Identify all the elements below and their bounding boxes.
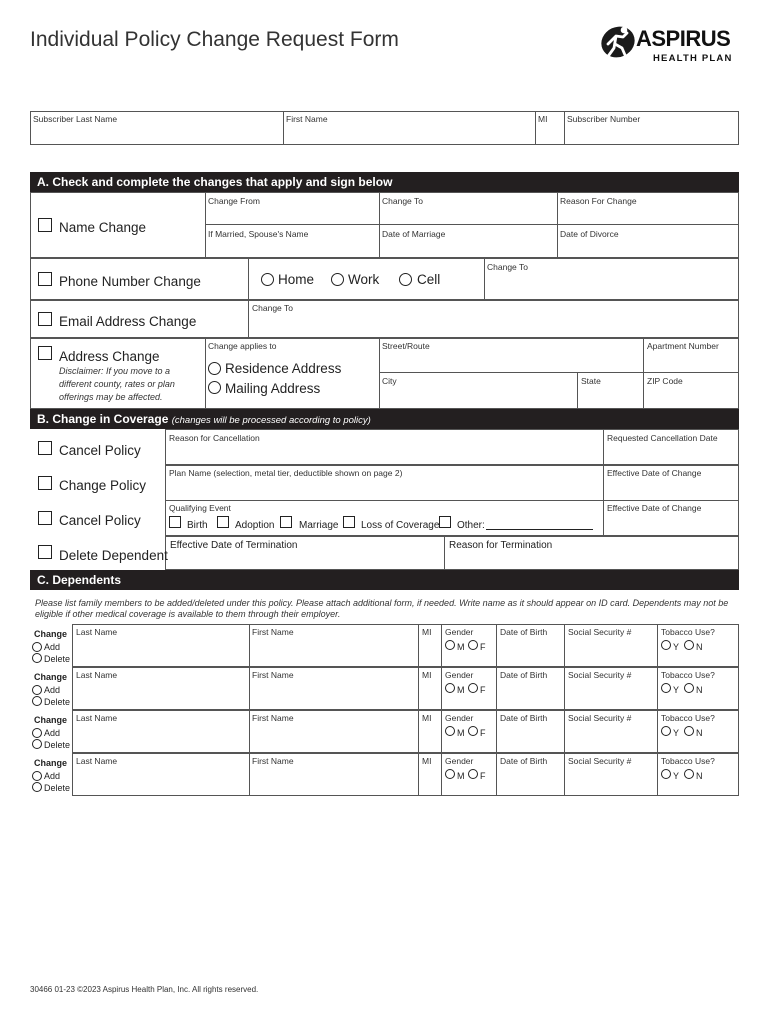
change-from-field[interactable]: Change From (208, 196, 260, 206)
cell-radio[interactable] (399, 273, 412, 286)
work-radio[interactable] (331, 273, 344, 286)
dependent-dob-field[interactable]: Date of Birth (500, 627, 548, 637)
tobacco-n-radio[interactable] (684, 726, 694, 736)
marriage-label: Marriage (299, 520, 339, 531)
dependent-row (30, 710, 739, 753)
change-label: Change (34, 758, 68, 768)
city-field[interactable]: City (382, 376, 397, 386)
dependent-mi-field[interactable]: MI (422, 627, 432, 637)
dependent-dob-field[interactable]: Date of Birth (500, 713, 548, 723)
dependent-last-name-field[interactable]: Last Name (76, 670, 118, 680)
dependent-mi-field[interactable]: MI (422, 670, 432, 680)
phone-change-label: Phone Number Change (59, 274, 201, 289)
gender-m-radio[interactable] (445, 683, 455, 693)
gender-m-label: M (457, 685, 465, 695)
runner-logo-icon (598, 22, 638, 62)
reason-for-cancellation-field[interactable]: Reason for Cancellation (169, 433, 260, 443)
change-label: Change (34, 629, 68, 639)
residence-address-label: Residence Address (225, 361, 342, 376)
aspirus-logo (598, 22, 743, 68)
gender-f-label: F (480, 771, 486, 781)
mailing-address-label: Mailing Address (225, 381, 321, 396)
street-route-field[interactable]: Street/Route (382, 341, 430, 351)
change-to-field[interactable]: Change To (382, 196, 423, 206)
gender-f-label: F (480, 685, 486, 695)
state-field[interactable]: State (581, 376, 601, 386)
loss-of-coverage-checkbox[interactable] (343, 516, 355, 528)
address-disclaimer: Disclaimer: If you move to a different county, rates or plan offerings may be affected. (59, 366, 175, 402)
gender-f-radio[interactable] (468, 726, 478, 736)
tobacco-y-radio[interactable] (661, 640, 671, 650)
dependent-first-name-field[interactable]: First Name (252, 756, 294, 766)
change-policy-checkbox[interactable] (38, 476, 52, 490)
cancel-policy-checkbox[interactable] (38, 441, 52, 455)
effective-date-termination-field[interactable]: Effective Date of Termination (170, 540, 298, 551)
address-change-checkbox[interactable] (38, 346, 52, 360)
residence-address-radio[interactable] (208, 362, 221, 375)
dependent-first-name-field[interactable]: First Name (252, 713, 294, 723)
dependent-ssn-field[interactable]: Social Security # (568, 756, 632, 766)
dependent-row (30, 753, 739, 796)
change-label: Change (34, 715, 68, 725)
tobacco-use-label: Tobacco Use? (661, 627, 715, 637)
delete-dependent-checkbox[interactable] (38, 545, 52, 559)
gender-m-label: M (457, 642, 465, 652)
add-label: Add (44, 685, 61, 695)
section-b-header (30, 409, 739, 429)
delete-radio[interactable] (32, 782, 42, 792)
delete-radio[interactable] (32, 653, 42, 663)
dependent-first-name-field[interactable]: First Name (252, 670, 294, 680)
gender-f-label: F (480, 728, 486, 738)
cancel-policy-2-label: Cancel Policy (59, 513, 141, 528)
cancel-policy-label: Cancel Policy (59, 443, 141, 458)
reason-for-termination-field[interactable]: Reason for Termination (449, 540, 553, 551)
zip-code-field[interactable]: ZIP Code (647, 376, 683, 386)
gender-m-label: M (457, 728, 465, 738)
subscriber-number-field[interactable]: Subscriber Number (567, 114, 641, 124)
footer-text: 30466 01-23 ©2023 Aspirus Health Plan, Inc. All rights reserved. (30, 985, 259, 994)
other-input-line[interactable] (486, 529, 593, 530)
delete-dependent-label: Delete Dependent (59, 548, 168, 563)
change-applies-to-label: Change applies to (208, 341, 277, 351)
tobacco-y-radio[interactable] (661, 769, 671, 779)
date-of-divorce-field[interactable]: Date of Divorce (560, 229, 619, 239)
dependent-row (30, 624, 739, 667)
spouse-name-field[interactable]: If Married, Spouse's Name (208, 229, 309, 239)
reason-for-change-field[interactable]: Reason For Change (560, 196, 637, 206)
marriage-checkbox[interactable] (280, 516, 292, 528)
tobacco-use-label: Tobacco Use? (661, 670, 715, 680)
email-change-checkbox[interactable] (38, 312, 52, 326)
add-radio[interactable] (32, 728, 42, 738)
dependent-last-name-field[interactable]: Last Name (76, 627, 118, 637)
add-label: Add (44, 771, 61, 781)
change-policy-label: Change Policy (59, 478, 147, 493)
dependent-dob-field[interactable]: Date of Birth (500, 756, 548, 766)
tobacco-n-label: N (696, 685, 703, 695)
delete-label: Delete (44, 697, 71, 707)
dependent-dob-field[interactable]: Date of Birth (500, 670, 548, 680)
section-c-header: C. Dependents (30, 570, 739, 590)
dependents-note: Please list family members to be added/deleted under this policy. Please attach additional form, if needed. Write name as it should appear on ID card. Dependents may not be eligible if other medical coverage is available to them through their employer. (35, 598, 729, 619)
adoption-checkbox[interactable] (217, 516, 229, 528)
name-change-label: Name Change (59, 220, 147, 235)
delete-label: Delete (44, 654, 71, 664)
tobacco-n-radio[interactable] (684, 769, 694, 779)
apartment-number-field[interactable]: Apartment Number (647, 341, 719, 351)
plan-name-field[interactable]: Plan Name (selection, metal tier, deductible shown on page 2) (169, 468, 403, 478)
dependent-first-name-field[interactable]: First Name (252, 627, 294, 637)
effective-date-of-change-2-field[interactable]: Effective Date of Change (607, 503, 702, 513)
gender-m-radio[interactable] (445, 726, 455, 736)
tobacco-y-label: Y (673, 685, 680, 695)
gender-f-radio[interactable] (468, 683, 478, 693)
dependent-ssn-field[interactable]: Social Security # (568, 627, 632, 637)
logo-subtitle: HEALTH PLAN (653, 53, 733, 64)
gender-m-radio[interactable] (445, 769, 455, 779)
dependent-gender-label: Gender (445, 713, 474, 723)
other-checkbox[interactable] (439, 516, 451, 528)
add-label: Add (44, 642, 61, 652)
subscriber-mi-field[interactable]: MI (538, 114, 548, 124)
dependent-ssn-field[interactable]: Social Security # (568, 713, 632, 723)
tobacco-n-label: N (696, 771, 703, 781)
add-radio[interactable] (32, 685, 42, 695)
add-radio[interactable] (32, 642, 42, 652)
tobacco-y-radio[interactable] (661, 726, 671, 736)
dependent-row (30, 667, 739, 710)
name-change-checkbox[interactable] (38, 218, 52, 232)
dependent-mi-field[interactable]: MI (422, 756, 432, 766)
tobacco-y-label: Y (673, 642, 680, 652)
gender-f-radio[interactable] (468, 640, 478, 650)
add-radio[interactable] (32, 771, 42, 781)
work-label: Work (348, 272, 380, 287)
logo-wordmark: ASPIRUS (636, 26, 731, 51)
dependent-ssn-field[interactable]: Social Security # (568, 670, 632, 680)
dependent-gender-label: Gender (445, 670, 474, 680)
email-change-label: Email Address Change (59, 314, 197, 329)
dependent-mi-field[interactable]: MI (422, 713, 432, 723)
subscriber-last-name-field[interactable]: Subscriber Last Name (33, 114, 118, 124)
gender-m-label: M (457, 771, 465, 781)
home-radio[interactable] (261, 273, 274, 286)
tobacco-n-label: N (696, 642, 703, 652)
gender-f-label: F (480, 642, 486, 652)
tobacco-use-label: Tobacco Use? (661, 713, 715, 723)
delete-label: Delete (44, 740, 71, 750)
section-b-title: B. Change in Coverage (37, 412, 169, 426)
tobacco-y-label: Y (673, 728, 680, 738)
loss-of-coverage-label: Loss of Coverage (361, 520, 440, 531)
gender-f-radio[interactable] (468, 769, 478, 779)
email-change-to-field[interactable]: Change To (252, 303, 293, 313)
effective-date-of-change-field[interactable]: Effective Date of Change (607, 468, 702, 478)
date-of-marriage-field[interactable]: Date of Marriage (382, 229, 446, 239)
subscriber-first-name-field[interactable]: First Name (286, 114, 328, 124)
delete-radio[interactable] (32, 696, 42, 706)
home-label: Home (278, 272, 315, 287)
dependent-gender-label: Gender (445, 627, 474, 637)
dependent-last-name-field[interactable]: Last Name (76, 756, 118, 766)
adoption-label: Adoption (235, 520, 275, 531)
dependent-gender-label: Gender (445, 756, 474, 766)
mailing-address-radio[interactable] (208, 381, 221, 394)
cancel-policy-2-checkbox[interactable] (38, 511, 52, 525)
tobacco-n-radio[interactable] (684, 683, 694, 693)
tobacco-y-radio[interactable] (661, 683, 671, 693)
gender-m-radio[interactable] (445, 640, 455, 650)
change-label: Change (34, 672, 68, 682)
address-change-label: Address Change (59, 349, 160, 364)
tobacco-n-label: N (696, 728, 703, 738)
tobacco-y-label: Y (673, 771, 680, 781)
cell-label: Cell (417, 272, 441, 287)
phone-change-checkbox[interactable] (38, 272, 52, 286)
tobacco-use-label: Tobacco Use? (661, 756, 715, 766)
delete-radio[interactable] (32, 739, 42, 749)
tobacco-n-radio[interactable] (684, 640, 694, 650)
other-label: Other: (457, 520, 485, 531)
phone-change-to-field[interactable]: Change To (487, 262, 528, 272)
birth-checkbox[interactable] (169, 516, 181, 528)
section-b-note: (changes will be processed according to policy) (171, 415, 371, 426)
requested-cancellation-date-field[interactable]: Requested Cancellation Date (607, 433, 718, 443)
page-title: Individual Policy Change Request Form (30, 28, 399, 51)
section-a-header: A. Check and complete the changes that apply and sign below (30, 172, 739, 192)
qualifying-event-label: Qualifying Event (169, 503, 231, 513)
birth-label: Birth (187, 520, 208, 531)
delete-label: Delete (44, 783, 71, 793)
dependent-last-name-field[interactable]: Last Name (76, 713, 118, 723)
add-label: Add (44, 728, 61, 738)
